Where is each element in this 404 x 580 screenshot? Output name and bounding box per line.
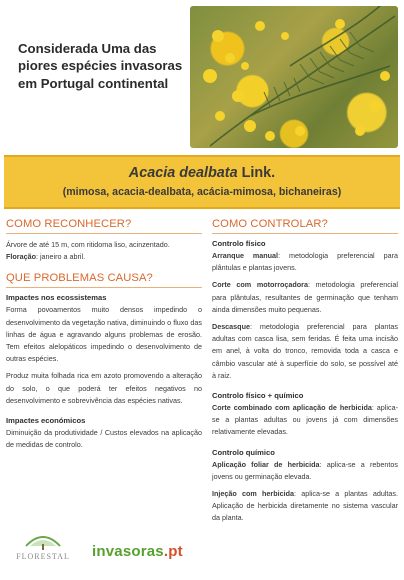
eco-impacts-text: Forma povoamentos muito densos impedindo o desenvolvimento da vegetação nativa, diminuindo o fluxo das linhas de água e agravando alguns problemas de erosão. Tem efeitos alelopáticos impedindo o desenvolvimento de outras espécies. bbox=[6, 305, 202, 364]
foliar-label: Aplicação foliar de herbicida bbox=[212, 459, 320, 469]
injection-text bbox=[212, 488, 398, 525]
flowering-text bbox=[6, 251, 202, 263]
phys-chem-control-title: Controlo físico + químico bbox=[212, 391, 304, 401]
left-column bbox=[6, 218, 202, 451]
injection-label: Injeção com herbicida bbox=[212, 489, 294, 499]
logo-text: FLORESTAL bbox=[16, 552, 70, 561]
section-heading-control: COMO CONTROLAR? bbox=[212, 218, 398, 234]
litter-text: Produz muita folhada rica em azoto promovendo a alteração do solo, o que poderá ter efeitos negativos no desenvolvimento e sobrevivência das espécies nativas. bbox=[6, 371, 202, 405]
floresta-logo bbox=[8, 528, 78, 564]
species-name bbox=[4, 165, 400, 181]
chem-control-title: Controlo químico bbox=[212, 447, 275, 457]
brush-text: : metodologia preferencial para plântulas, resultantes de germinação que tenham ainda dimensões muito pequenas. bbox=[212, 280, 398, 314]
manual-label: Arranque manual bbox=[212, 251, 279, 260]
foliar-text-value: : aplica-se a rebentos jovens ou germinação elevada. bbox=[212, 459, 398, 481]
combined-cut-text bbox=[212, 402, 398, 439]
bark-text: : metodologia preferencial para plantas adultas com casca lisa, sem feridas. É feita uma incisão em anel, à volta do tronco, removida toda a casca e câmbio vascular até à superfície do solo, se possível até à raiz. bbox=[212, 322, 398, 380]
section-heading-recognize: COMO RECONHECER? bbox=[6, 218, 202, 234]
brand-main: invasoras bbox=[92, 543, 164, 560]
foliar-text bbox=[212, 459, 398, 483]
flowering-value: : janeiro a abril. bbox=[35, 252, 86, 262]
physical-control-title: Controlo físico bbox=[212, 239, 266, 248]
intro-title: Considerada Uma das piores espécies invasoras em Portugal continental bbox=[18, 41, 183, 91]
scientific-name: Acacia dealbata bbox=[128, 165, 238, 181]
invasoras-brand bbox=[92, 543, 183, 560]
brush-label: Corte com motorroçadora bbox=[212, 280, 308, 290]
eco-impacts-title: Impactes nos ecossistemas bbox=[6, 293, 107, 303]
econ-impacts-title: Impactes económicos bbox=[6, 416, 86, 426]
authority: Link. bbox=[237, 165, 276, 181]
bark-label: Descasque bbox=[212, 322, 250, 332]
section-heading-problems: QUE PROBLEMAS CAUSA? bbox=[6, 272, 202, 288]
right-column bbox=[212, 218, 398, 525]
flowering-label: Floração bbox=[6, 252, 36, 262]
brand-tld: .pt bbox=[163, 543, 183, 560]
combined-label: Corte combinado com aplicação de herbicida bbox=[212, 403, 372, 413]
brushcutter-text bbox=[212, 279, 398, 316]
econ-impacts-text: Diminuição da produtividade / Custos elevados na aplicação de medidas de controlo. bbox=[6, 428, 202, 450]
common-names: (mimosa, acacia-dealbata, acácia-mimosa, bichaneiras) bbox=[62, 186, 342, 198]
debarking-text bbox=[212, 321, 398, 382]
manual-removal-text bbox=[212, 250, 398, 274]
description-text: Árvore de até 15 m, com ritidoma liso, acinzentado. bbox=[6, 240, 170, 249]
manual-text: : metodologia preferencial para plântulas e plantas jovens. bbox=[212, 251, 398, 273]
injection-text-value: : aplica-se a plantas adultas. Aplicação de herbicida diretamente no sistema vascular da planta. bbox=[212, 489, 398, 523]
species-banner bbox=[4, 155, 400, 209]
combined-text: : aplica-se a plantas adultas ou jovens já com dimensões relativamente elevadas. bbox=[212, 403, 398, 437]
acacia-flowers-photo bbox=[190, 6, 398, 148]
